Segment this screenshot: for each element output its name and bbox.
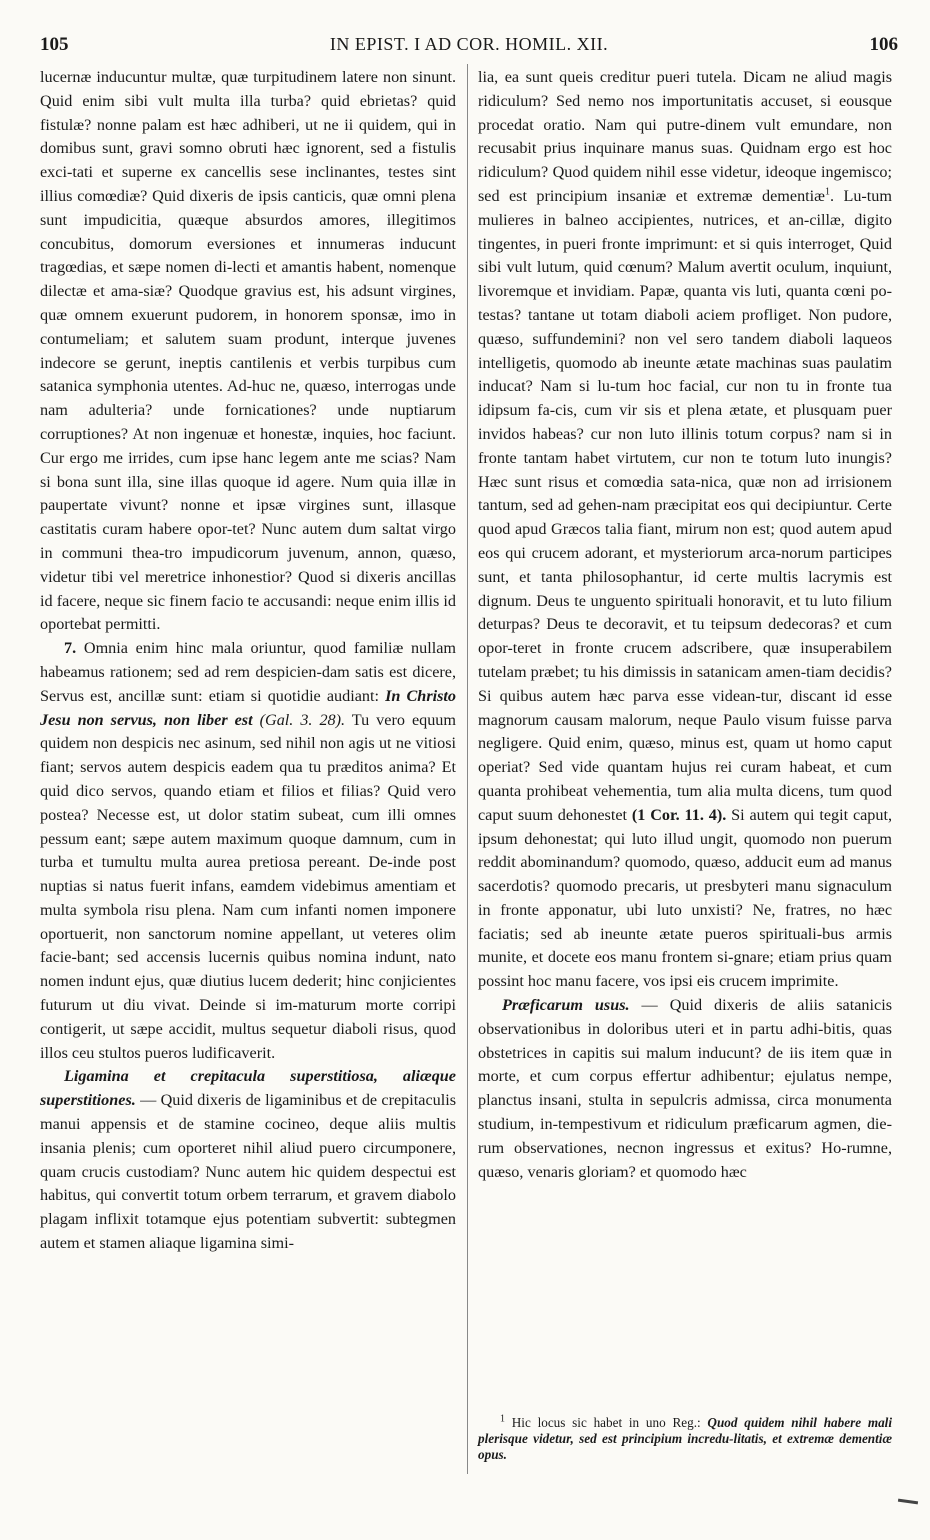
- scripture-quote: In Christo Jesu non servus, non liber est: [40, 686, 457, 729]
- footnote-lead: Hic locus sic habet in uno Reg.:: [511, 1415, 701, 1430]
- paragraph-continued: [40, 66, 456, 637]
- scripture-reference: (Gal. 3. 28).: [259, 710, 346, 729]
- page-number-right: 106: [869, 34, 898, 55]
- column-divider: [467, 64, 468, 1474]
- paragraph-ligamina: [40, 1065, 456, 1255]
- paragraph-text: — Quid dixeris de ligaminibus et de crepitaculis manui appensis et de stamine cocineo, deque aliis multis insania plenis; cum oporteret nihil aliud puero circumponere, quam crucis custodiam? Nunc autem hic quidem despectui est habitus, qui convertit totum orbem terrarum, et gravem diabolo plagam inflixit totamque ejus potentiam subvertit: subtegmen autem et stamen aliaque ligamina simi-: [40, 1091, 457, 1253]
- paragraph-text: Omnia enim hinc mala oriuntur, quod familiæ nullam habeamus rationem; sed ad rem despicien-dam satis est dicere, Servus est, ancillæ sunt: etiam si quotidie audiant:: [40, 639, 457, 705]
- running-title: IN EPIST. I AD COR. HOMIL. XII.: [329, 34, 609, 54]
- footnote-quote: Quod quidem nihil habere mali plerisque videtur, sed est principium incredu-litatis, et extremæ dementiæ opus.: [478, 1415, 893, 1462]
- paragraph-text: lucernæ inducuntur multæ, quæ turpitudinem latere non sinunt. Quid enim sibi vult multa illa turba? quid ebrietas? quid fistulæ? nonne palam est hæc adhiberi, ut ne ii quidem, qui in domibus sunt, gravi somno obruti hæc ignorent, sed a fistulis exci-tati et superne ex cancellis sese inclinantes, testes sint illius comœdiæ? Quid dixeris de ipsis canticis, quæ omni plena sunt impudicitia, quæque absurdos amores, illegitimos concubitus, domorum eversiones et innumeras inducunt tragœdias, et sæpe nomen di-lecti et amantis habent, nomenque dilectæ et ama-siæ? Quodque gravius est, his adsunt virgines, quæ omnem exuerunt pudorem, in honorem sponsæ, imo in contumeliam; et salutem suam produnt, interque juvenes indecore se gerunt, ineptis cantilenis et verbis turpibus cum satanica symphonia utentes. Ad-huc ne, quæso, interrogas unde nam adulteria? unde fornicationes? unde nuptiarum corruptiones? At non ingenuæ et honestæ, inquies, hoc faciunt. Cur ergo me irrides, cum ipse hanc legem ante me scias? Nam si bona sunt illa, sine illas quoque id agere. Num quia illæ in paupertate vivunt? nonne et ipsæ virgines sunt, illasque castitatis curam habere opor-tet? Nunc autem dum saltat virgo in communi thea-tro impudicorum juvenum, annon, quæso, videtur tibi vel meretrice inhonestior? Quod si dixeris ancillas id facere, neque sic finem facio te accusandi: neque enim illis id oportebat permitti.: [40, 68, 456, 634]
- scripture-reference: (1 Cor. 11. 4).: [631, 805, 727, 824]
- paragraph-text: Si autem qui tegit caput, ipsum dehonestat; qui luto illud ungit, quomodo non puerum reddit abominandum? quomodo, quæso, adducit eum ad manus sacerdotis? quomodo precaris, ut presbyteri manu signaculum in fronte apponatur, ubi luto unxisti? Ne, fratres, no hæc faciatis; sed ab ineunte ætate pueros spirituali-bus armis munite, et docete eos manu frontem si-gnare; etiam prius quam possint hoc manu facere, vos ipsi eis crucem imprimite.: [478, 805, 893, 991]
- paragraph-text: lia, ea sunt queis creditur pueri tutela. Dicam ne aliud magis ridiculum? Sed nemo nos importunitatis accuset, si eousque procedat oratio. Nam qui putre-dinem vult emundare, non recusabit prius inquinare manus suas. Quidnam ergo est hoc ridiculum? Quod quidem nihil esse videtur, ideoque ingemisco; sed est principium insaniæ et extremæ dementiæ: [478, 68, 892, 205]
- paragraph-text: — Quid dixeris de aliis satanicis observationibus in doloribus uteri et in partu adhi-bitis, quas obstetrices in capitis sui malum inducunt? de iis item quæ in morte, et cum corpus effertur adhibentur; ejulatus nempe, planctus insani, stulta in sepulcris admissa, circa monumenta studium, in-tempestivum et ridiculum præficarum agmen, die-rum observationes, necnon ingressus et exitus? Ho-rumne, quæso, venaris gloriam? et quomodo hæc: [478, 996, 892, 1181]
- paragraph-7: [40, 637, 456, 1065]
- page-number-left: 105: [40, 34, 69, 55]
- footnote-text: [478, 1415, 892, 1463]
- footnote-reference: 1: [824, 186, 830, 198]
- left-column: [40, 66, 456, 1256]
- page-header: [40, 34, 898, 60]
- corner-mark: [898, 1499, 918, 1505]
- section-heading: Præficarum usus.: [502, 996, 630, 1015]
- paragraph-text: . Lu-tum mulieres in balneo accipientes, nutrices, et an-cillæ, digito tingentes, in pueri fronte imprimunt: et si quis interroget, Quid sibi vult lutum, quid cœnum? Malum avertit oculum, inquiunt, livoremque et invidiam. Papæ, quanta vis luti, quanta cœni po-testas? tantane ut totam diaboli aciem profliget. Non pudore, quæso, suffundemini? non vel sero tandem diaboli laqueos intelligetis, quomodo ab ineunte ætate machinas suas paulatim inducat? Nam si lu-tum hoc facial, cur non tu in fronte tua idipsum fa-cis, cum vir sis et plena ætate, et plusquam puer invidos habeas? cur non luto illinis totum corpus? nam si in fronte tantam habet virtutem, cur non te totum luto inungis? Hæc sunt risus et comœdia sata-nica, quæ non ad irrisionem tantum, sed ad gehen-nam præcipitat eos qui decipiuntur. Certe quod apud Græcos talia fiant, mirum non est; quod autem apud eos qui crucem adorant, et mysteriorum arca-norum participes sunt, et tanta philosophantur, id certe multis lacrymis est dignum. Deus te unguento spirituali honoravit, et tu luto filium deturpas? Deus te decoravit, et tu teipsum dedecoras? et cum opor-teret in fronte crucem adscribere, quæ insuperabilem tutelam præbet; tu his dimissis in satanicam amen-tiam decidis? Si quibus autem hæc parva esse videan-tur, discant id esse magnorum causam malorum, neque Paulo visum fuisse parva negligere. Quid enim, quæso, minus est, quam ut homo caput operiat? Sed vide quantam hujus rei curam habeat, et cum quanta prohibeat vehementia, tum alia multa dicens, tum quod caput suum dehonestet: [478, 186, 892, 824]
- paragraph-praeficarum: [478, 994, 892, 1184]
- section-number: 7.: [64, 639, 77, 658]
- paragraph-continued: [478, 66, 892, 994]
- paragraph-text: Tu vero equum quidem non despicis nec asinum, sed nihil non agis ut ne vitiosi fiant; servos autem despicis eadem qua tu præditos anima? Et quid dico servos, quando etiam et filios et filias? Quid vero postea? Necesse est, ut dolor statim subeat, cum illi omnes pessum eant; sæpe autem maximum quoque damnum, cum in turba et tumultu multa aurea pretiosa pereant. De-inde post nuptias si natus fuerit infans, eamdem videbimus amentiam et multa symbola risu plena. Nam cum infanti nomen imponere oportuerit, non sanctorum nomine appellant, ut veteres olim facie-bant; sed accensis lucernis quibus nomina indunt, nato nomen indunt ejus, quæ diutius lucem dederit; hinc conjicientes futurum ut diu vivat. Deinde si im-maturum morte corripi contigerit, ut sæpe accidit, multus sequetur diaboli risus, quod illos ceu stultos pueros ludificaverit.: [40, 710, 456, 1062]
- footnote: [478, 1415, 892, 1463]
- footnote-marker: 1: [500, 1413, 505, 1425]
- section-heading: Ligamina et crepitacula superstitiosa, aliæque superstitiones.: [40, 1067, 456, 1110]
- right-column: [478, 66, 892, 1184]
